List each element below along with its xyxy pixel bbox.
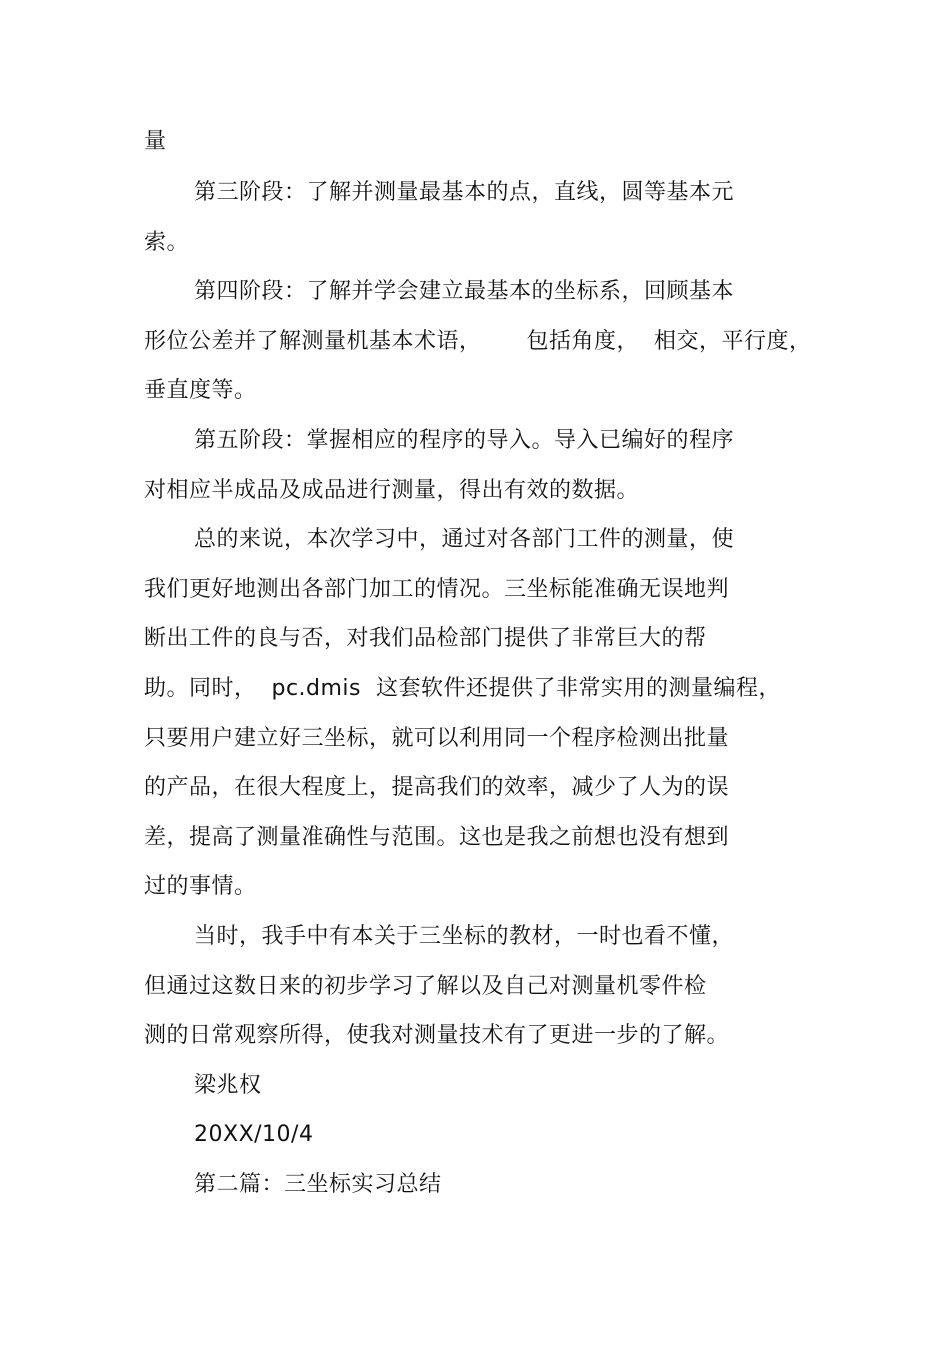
- section-heading: 第二篇：三坐标实习总结: [194, 1172, 442, 1197]
- text-line: 助。同时， pc.dmis 这套软件还提供了非常实用的测量编程，: [144, 676, 781, 701]
- text-line: 第四阶段：了解并学会建立最基本的坐标系，回顾基本: [194, 279, 735, 304]
- text-line: 量: [144, 129, 167, 154]
- text-line: 对相应半成品及成品进行测量，得出有效的数据。: [144, 478, 640, 503]
- text-line: 垂直度等。: [144, 378, 257, 403]
- text-line: 测的日常观察所得，使我对测量技术有了更进一步的了解。: [144, 1023, 730, 1048]
- text-line: 当时，我手中有本关于三坐标的教材，一时也看不懂，: [194, 924, 735, 949]
- text-line: 我们更好地测出各部门加工的情况。三坐标能准确无误地判: [144, 577, 730, 602]
- text-line: 过的事情。: [144, 874, 257, 899]
- text-line: 形位公差并了解测量机基本术语， 包括角度， 相交，平行度，: [144, 329, 812, 354]
- text-line: 第五阶段：掌握相应的程序的导入。导入已编好的程序: [194, 428, 735, 453]
- text-line: 只要用户建立好三坐标，就可以利用同一个程序检测出批量: [144, 726, 730, 751]
- text-line: 总的来说，本次学习中，通过对各部门工件的测量，使: [194, 527, 735, 552]
- author-name: 梁兆权: [194, 1073, 262, 1098]
- text-line: 差，提高了测量准确性与范围。这也是我之前想也没有想到: [144, 825, 730, 850]
- text-line: 第三阶段：了解并测量最基本的点，直线，圆等基本元: [194, 180, 735, 205]
- text-line: 的产品，在很大程度上，提高我们的效率，减少了人为的误: [144, 775, 730, 800]
- text-line: 索。: [144, 230, 190, 255]
- text-line: 断出工件的良与否，对我们品检部门提供了非常巨大的帮: [144, 626, 707, 651]
- text-line: 但通过这数日来的初步学习了解以及自己对测量机零件检: [144, 974, 707, 999]
- document-date: 20XX/10/4: [194, 1122, 314, 1147]
